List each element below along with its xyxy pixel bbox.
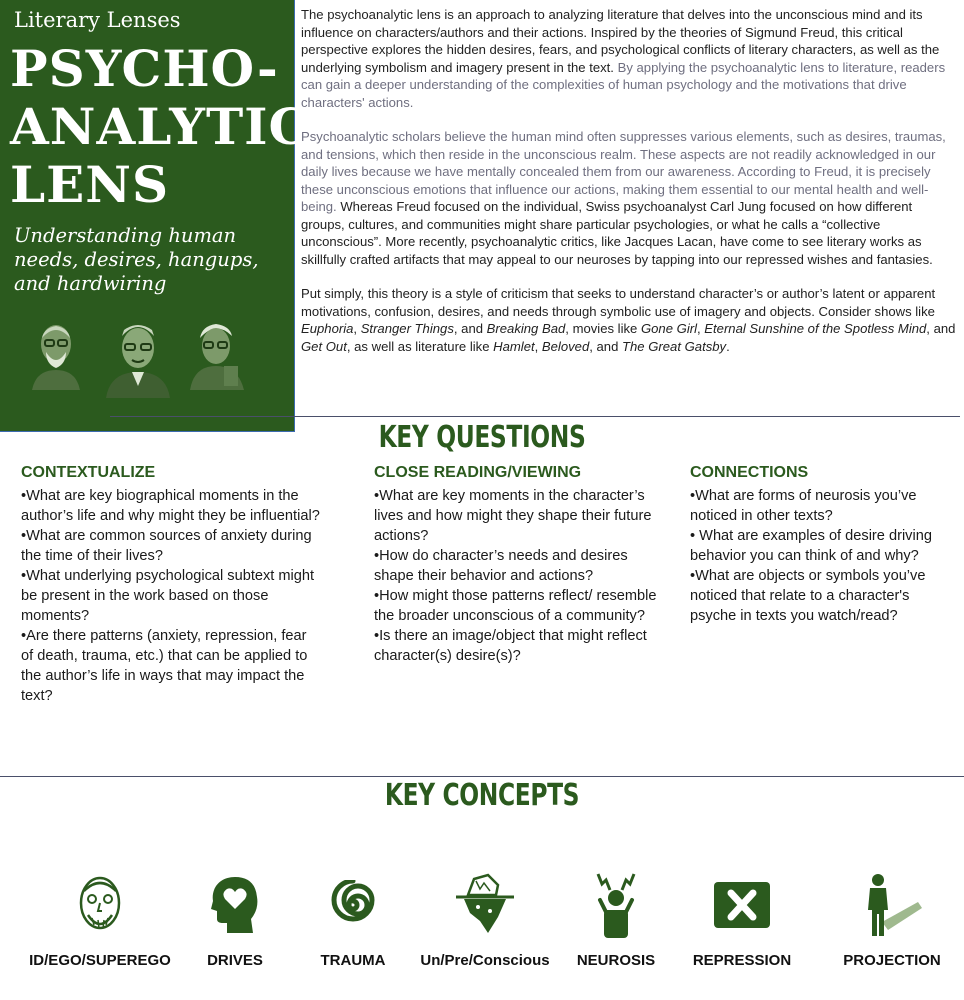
question-list: [21, 486, 321, 706]
question-item: • What underlying psychological subtext might be present in the work based on those moments?: [21, 566, 321, 626]
freud-face-icon: [76, 873, 124, 937]
intro-text: [301, 6, 957, 372]
x-box-icon: [713, 881, 771, 929]
title-euphoria: Euphoria: [301, 321, 354, 336]
title-hamlet: Hamlet: [493, 338, 535, 354]
question-item: • How do character’s needs and desires shape their behavior and actions?: [374, 546, 666, 586]
concept-projection: [812, 868, 964, 969]
title-gone-girl: Gone Girl: [640, 321, 698, 336]
title-stranger-things: Stranger Things: [360, 321, 454, 336]
concept-label: TRAUMA: [320, 952, 386, 969]
column-connections: [690, 464, 952, 626]
divider-top: [110, 416, 960, 417]
concept-label: REPRESSION: [692, 952, 792, 969]
intro-p3-lead: Put simply, this theory is a style of criticism that seeks to understand character’s or author’s latent or apparent motivations, confusion, desires, and needs through symbolic use of imagery and objects. Consider shows like: [301, 286, 936, 319]
question-item: • Is there an image/object that might reflect character(s) desire(s)?: [374, 626, 666, 666]
conjunction: and: [933, 321, 956, 336]
question-item: • What are key biographical moments in the author’s life and why might they be influential?: [21, 486, 321, 526]
intro-p3-movies: movies like: [572, 321, 638, 336]
concept-label: NEUROSIS: [576, 952, 656, 969]
conjunction: and: [461, 321, 484, 336]
series-label: Literary Lenses: [14, 8, 181, 32]
jung-portrait: [100, 318, 176, 398]
title-breaking-bad: Breaking Bad: [486, 321, 566, 336]
question-item: • How might those patterns reflect/ resemble the broader unconscious of a community?: [374, 586, 666, 626]
title-panel: [0, 0, 310, 432]
question-item: • What are forms of neurosis you’ve noticed in other texts?: [690, 486, 952, 526]
question-item: • What are common sources of anxiety during the time of their lives?: [21, 526, 321, 566]
freud-portrait: [28, 318, 84, 390]
conjunction: and: [596, 338, 619, 354]
person-shadow-icon: [860, 872, 924, 938]
concept-label: Un/Pre/Conscious: [420, 952, 550, 969]
spiral-icon: [328, 880, 378, 930]
question-item: • What are key moments in the character’s lives and how might they shape their future actions?: [374, 486, 666, 546]
title-line-2: ANALYTIC: [10, 97, 310, 156]
key-concepts-heading: KEY CONCEPTS: [384, 778, 580, 813]
iceberg-icon: [454, 873, 516, 937]
column-heading: CONNECTIONS: [690, 464, 809, 481]
question-list: [690, 486, 952, 626]
column-heading: CLOSE READING/VIEWING: [374, 464, 582, 481]
intro-paragraph-1: [301, 6, 957, 111]
lacan-portrait: [186, 318, 248, 390]
concept-label: ID/EGO/SUPEREGO: [29, 952, 171, 969]
concept-label: PROJECTION: [843, 952, 941, 969]
question-list: [374, 486, 666, 666]
title-line-1: PSYCHO-: [10, 39, 279, 98]
column-heading: CONTEXTUALIZE: [21, 464, 156, 481]
question-item: • Are there patterns (anxiety, repression, fear of death, trauma, etc.) that can be applied to the author’s life in ways that may impact the text?: [21, 626, 321, 706]
head-heart-icon: [209, 875, 261, 935]
concept-label: DRIVES: [207, 952, 263, 969]
intro-p1-muted: By applying the psychoanalytic lens to literature, readers can gain a deeper understanding of the complexities of human psychology and the motivations that drive characters' actions.: [301, 59, 946, 110]
title-eternal-sunshine: Eternal Sunshine of the Spotless Mind: [704, 321, 927, 336]
question-item: • What are objects or symbols you’ve noticed that relate to a character's psyche in texts you watch/read?: [690, 566, 952, 626]
intro-p2-main: Whereas Freud focused on the individual, Swiss psychoanalyst Carl Jung focused on how different groups, cultures, and communities might share particular psychologies, or what he calls a “collective unconscious”. More recently, psychoanalytic critics, like Jacques Lacan, have come to see literary works as skillfully crafted artifacts that may appeal to our neuroses by tapping into our repressed wishes and fantasies.: [301, 199, 933, 267]
title-beloved: Beloved: [541, 338, 590, 354]
intro-p1-main: The psychoanalytic lens is an approach to analyzing literature that delves into the unconscious mind and its influence on characters/authors and their actions. Inspired by the theories of Sigmund Freud, this critical perspective explores the hidden desires, fears, and psychological conflicts of literary characters, as well as the underlying symbolism and imagery present in the text.: [301, 7, 940, 75]
intro-paragraph-2: [301, 128, 957, 268]
question-item: • What are examples of desire driving behavior you can think of and why?: [690, 526, 952, 566]
column-close-reading: [374, 464, 666, 666]
concept-repression: [662, 868, 822, 969]
subtitle: Understanding human needs, desires, hangups, and hardwiring: [14, 224, 259, 295]
divider-bottom: [0, 776, 964, 777]
intro-p3-literature: as well as literature like: [354, 338, 490, 354]
stressed-person-icon: [592, 872, 640, 938]
key-questions-heading: KEY QUESTIONS: [378, 420, 586, 455]
title-get-out: Get Out: [301, 338, 347, 354]
title-great-gatsby: The Great Gatsby: [622, 338, 727, 354]
title-line-3: LENS: [10, 155, 170, 214]
column-contextualize: [21, 464, 321, 706]
intro-p2-muted: Psychoanalytic scholars believe the human mind often suppresses various elements, such as desires, traumas, and tensions, which then reside in the unconscious realm. These aspects are not readily acknowledged in our daily lives because we have mentally concealed them from our awareness. According to Freud, it is precisely these unconscious emotions that influence our actions, making them essential to our mental health and well-being.: [301, 129, 946, 214]
intro-paragraph-3: Put simply, this theory is a style of criticism that seeks to understand character’s or author’s latent or apparent motivations, confusion, desires, and needs through symbolic use of imagery and objects. Consider shows like Euphoria, Stranger Things, and Breaking Bad, movies like Gone Girl, Eternal Sunshine of the Spotless Mind, and Get Out, as well as literature like Hamlet, Beloved, and The Great Gatsby.: [301, 286, 956, 354]
